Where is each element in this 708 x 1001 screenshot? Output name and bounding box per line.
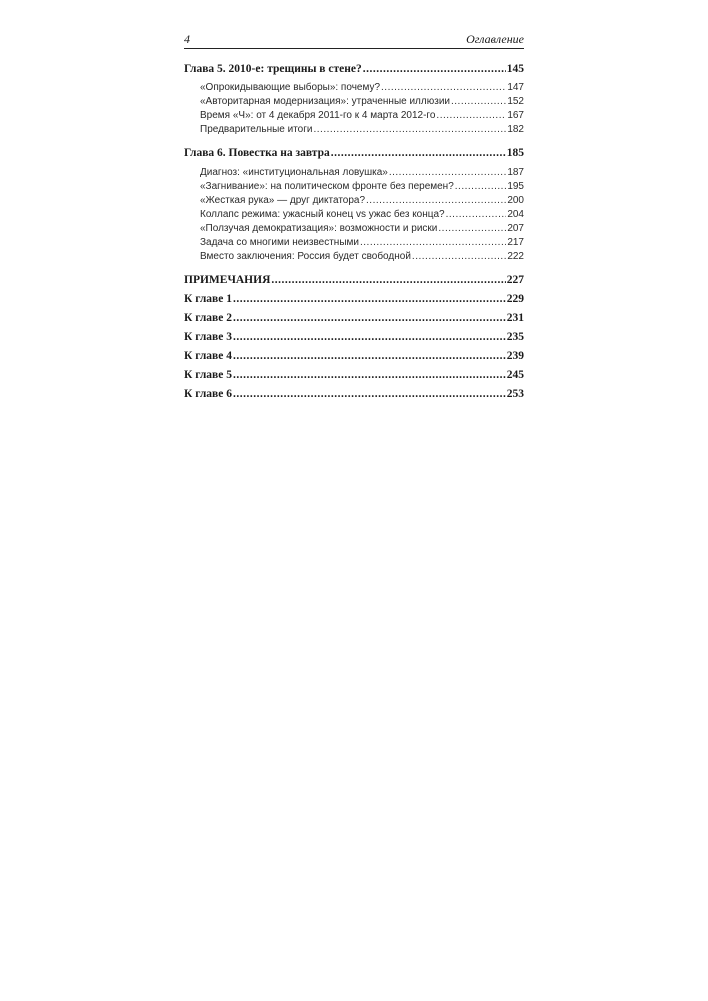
toc-section-item[interactable] bbox=[200, 180, 524, 194]
toc-page-number: 185 bbox=[506, 147, 524, 159]
toc-section-title: «Ползучая демократизация»: возможности и риски bbox=[200, 223, 438, 234]
toc-chapter-heading[interactable] bbox=[184, 62, 524, 76]
toc-section-title: Коллапс режима: ужасный конец vs ужас без конца? bbox=[200, 209, 445, 220]
toc-section-item[interactable] bbox=[200, 123, 524, 137]
toc-section-item[interactable] bbox=[200, 250, 524, 264]
running-head bbox=[184, 30, 524, 49]
toc-page-number: 204 bbox=[507, 209, 524, 220]
dot-leader bbox=[233, 368, 506, 382]
toc-page-number: 227 bbox=[506, 274, 524, 286]
dot-leader bbox=[455, 180, 507, 194]
toc-chapter-heading[interactable] bbox=[184, 146, 524, 160]
toc-section-title: Время «Ч»: от 4 декабря 2011-го к 4 марта 2012-го bbox=[200, 110, 436, 121]
toc-section-title: Предварительные итоги bbox=[200, 124, 313, 135]
toc-page-number: 229 bbox=[506, 293, 524, 305]
toc-page-number: 147 bbox=[507, 82, 524, 93]
toc-note-title: К главе 1 bbox=[184, 293, 232, 305]
toc-page-number: 207 bbox=[507, 223, 524, 234]
toc-section-title: Диагноз: «институциональная ловушка» bbox=[200, 167, 388, 178]
toc-page-number: 235 bbox=[506, 331, 524, 343]
toc-section-title: «Авторитарная модернизация»: утраченные иллюзии bbox=[200, 96, 450, 107]
toc-note-item[interactable] bbox=[184, 387, 524, 401]
dot-leader bbox=[436, 109, 506, 123]
toc-page-number: 239 bbox=[506, 350, 524, 362]
toc-chapter-6 bbox=[184, 146, 524, 264]
toc-notes-heading[interactable] bbox=[184, 273, 524, 287]
toc-section-item[interactable] bbox=[200, 166, 524, 180]
toc-chapter-5 bbox=[184, 62, 524, 137]
toc-section-item[interactable] bbox=[200, 222, 524, 236]
toc-note-item-wrap bbox=[184, 349, 524, 363]
toc-page-number: 253 bbox=[506, 388, 524, 400]
toc-note-title: К главе 2 bbox=[184, 312, 232, 324]
dot-leader bbox=[313, 123, 506, 137]
toc-note-title: К главе 3 bbox=[184, 331, 232, 343]
toc-page-number: 167 bbox=[507, 110, 524, 121]
dot-leader bbox=[446, 208, 507, 222]
toc-section-title: «Загнивание»: на политическом фронте без перемен? bbox=[200, 181, 454, 192]
toc-note-item-wrap bbox=[184, 330, 524, 344]
dot-leader bbox=[360, 236, 506, 250]
toc-section-item[interactable] bbox=[200, 208, 524, 222]
toc-notes-title: ПРИМЕЧАНИЯ bbox=[184, 274, 271, 286]
toc-chapter-title: Глава 5. 2010-е: трещины в стене? bbox=[184, 63, 362, 75]
toc-page-number: 152 bbox=[507, 96, 524, 107]
toc-page-number: 187 bbox=[507, 167, 524, 178]
toc-page-number: 222 bbox=[507, 251, 524, 262]
dot-leader bbox=[381, 81, 506, 95]
toc-note-item[interactable] bbox=[184, 330, 524, 344]
toc-section-list bbox=[184, 166, 524, 264]
toc-notes bbox=[184, 273, 524, 401]
dot-leader bbox=[271, 273, 505, 287]
toc-section-list bbox=[184, 81, 524, 137]
toc-note-item[interactable] bbox=[184, 292, 524, 306]
dot-leader bbox=[363, 62, 506, 76]
dot-leader bbox=[233, 330, 506, 344]
toc-section-title: Задача со многими неизвестными bbox=[200, 237, 359, 248]
toc-page-number: 200 bbox=[507, 195, 524, 206]
dot-leader bbox=[233, 292, 506, 306]
toc-page-number: 231 bbox=[506, 312, 524, 324]
toc-note-title: К главе 6 bbox=[184, 388, 232, 400]
toc-section-item[interactable] bbox=[200, 109, 524, 123]
dot-leader bbox=[233, 311, 506, 325]
toc-section-item[interactable] bbox=[200, 194, 524, 208]
toc-page-number: 245 bbox=[506, 369, 524, 381]
dot-leader bbox=[438, 222, 506, 236]
toc-note-item[interactable] bbox=[184, 368, 524, 382]
dot-leader bbox=[331, 146, 506, 160]
toc-section-title: Вместо заключения: Россия будет свободной bbox=[200, 251, 411, 262]
dot-leader bbox=[233, 387, 506, 401]
toc-page-number: 182 bbox=[507, 124, 524, 135]
dot-leader bbox=[412, 250, 506, 264]
toc-note-item-wrap bbox=[184, 292, 524, 306]
toc-note-item[interactable] bbox=[184, 311, 524, 325]
toc-note-item-wrap bbox=[184, 311, 524, 325]
table-of-contents bbox=[184, 62, 524, 401]
running-head-title: Оглавление bbox=[466, 32, 524, 46]
toc-note-item-wrap bbox=[184, 368, 524, 382]
dot-leader bbox=[451, 95, 506, 109]
toc-page-number: 195 bbox=[507, 181, 524, 192]
toc-section-item[interactable] bbox=[200, 236, 524, 250]
toc-section-item[interactable] bbox=[200, 81, 524, 95]
toc-note-title: К главе 5 bbox=[184, 369, 232, 381]
toc-page-number: 217 bbox=[507, 237, 524, 248]
toc-note-item[interactable] bbox=[184, 349, 524, 363]
page-number: 4 bbox=[184, 32, 190, 46]
toc-section-item[interactable] bbox=[200, 95, 524, 109]
dot-leader bbox=[366, 194, 506, 208]
toc-section-title: «Жесткая рука» — друг диктатора? bbox=[200, 195, 366, 206]
toc-note-title: К главе 4 bbox=[184, 350, 232, 362]
toc-page-number: 145 bbox=[506, 63, 524, 75]
toc-note-item-wrap bbox=[184, 387, 524, 401]
dot-leader bbox=[389, 166, 506, 180]
toc-chapter-title: Глава 6. Повестка на завтра bbox=[184, 147, 330, 159]
toc-section-title: «Опрокидывающие выборы»: почему? bbox=[200, 82, 381, 93]
dot-leader bbox=[233, 349, 506, 363]
